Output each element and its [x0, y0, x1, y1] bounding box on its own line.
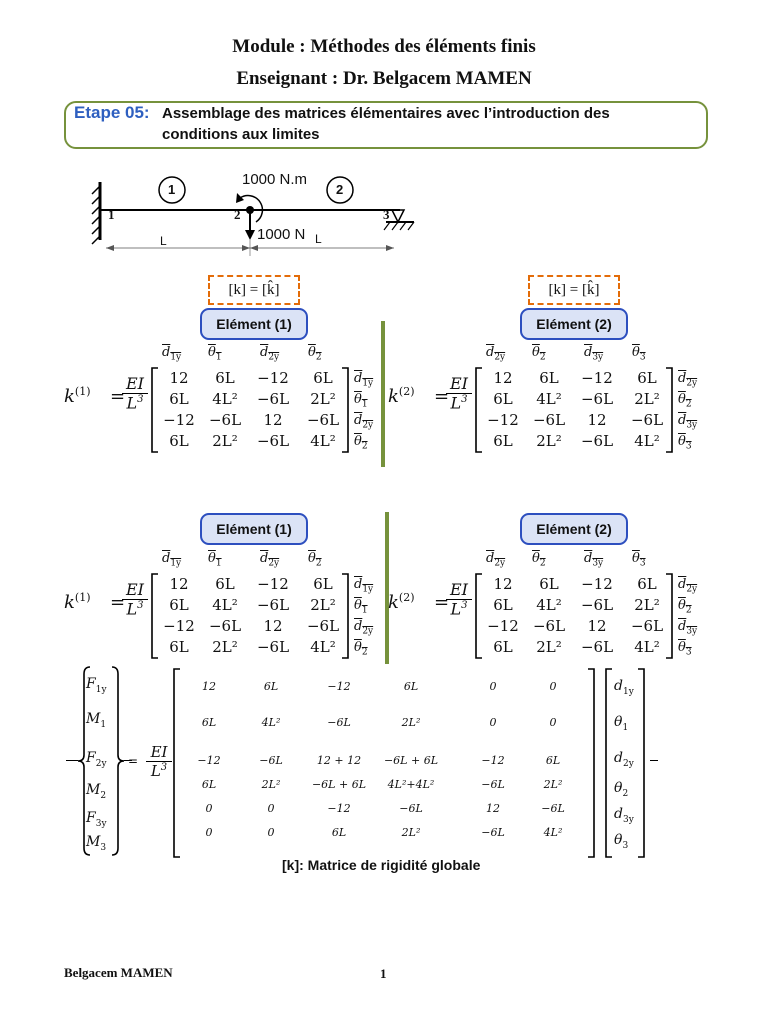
global-matrix-cell: 12 + 12 — [316, 754, 362, 767]
matrix-cell: 2L² — [310, 596, 336, 614]
matrix-cell: 2L² — [634, 390, 660, 408]
matrix-name: $k^{(1)}$ — [64, 591, 91, 613]
element-2-badge-bottom: Elément (2) — [520, 513, 628, 545]
matrix-cell: 12 — [169, 369, 189, 387]
matrix-cell: 6L — [313, 575, 333, 593]
matrix-cell: 6L — [169, 638, 189, 656]
column-dof-label: $\theta_2$ — [532, 345, 546, 363]
row-dof-label: $\theta_2$ — [354, 434, 368, 452]
global-matrix-cell: 0 — [489, 716, 497, 729]
global-matrix-cell: 0 — [205, 802, 213, 815]
matrix-cell: −6L — [580, 390, 614, 408]
matrix-cell: −6L — [630, 411, 664, 429]
matrix-cell: 2L² — [634, 596, 660, 614]
matrix-cell: 12 — [493, 575, 513, 593]
module-title: Module : Méthodes des éléments finis — [232, 36, 536, 57]
global-matrix-cell: 6L — [331, 826, 347, 839]
matrix-cell: −6L — [580, 432, 614, 450]
displacement-vector-entry: $d_{1y}$ — [614, 678, 634, 697]
matrix-cell: −6L — [306, 617, 340, 635]
row-dof-label: $\theta_2$ — [354, 640, 368, 658]
matrix-cell: −12 — [163, 617, 195, 635]
global-matrix-caption: [k]: Matrice de rigidité globale — [282, 857, 481, 873]
displacement-vector-entry: $\theta_1$ — [614, 714, 629, 733]
row-dof-label: $d_{2y}$ — [678, 577, 698, 595]
matrix-cell: 6L — [493, 390, 513, 408]
row-dof-label: $d_{1y}$ — [354, 577, 374, 595]
global-matrix-cell: 6L — [201, 716, 217, 729]
column-dof-label: $\theta_3$ — [632, 551, 646, 569]
global-matrix-cell: −6L + 6L — [311, 778, 367, 791]
step-text-line1: Assemblage des matrices élémentaires avec l’introduction des — [162, 105, 610, 122]
element-2-badge-top: Elément (2) — [520, 308, 628, 340]
row-dof-label: $\theta_2$ — [678, 598, 692, 616]
row-dof-label: $\theta_1$ — [354, 598, 368, 616]
matrix-cell: 6L — [215, 575, 235, 593]
matrix-cell: 4L² — [634, 432, 660, 450]
matrix-cell: 4L² — [310, 638, 336, 656]
global-matrix-cell: 0 — [489, 680, 497, 693]
matrix-cell: 4L² — [634, 638, 660, 656]
left-bracket — [604, 668, 614, 858]
row-dof-label: $d_{2y}$ — [354, 619, 374, 637]
matrix-cell: −12 — [581, 369, 613, 387]
teacher-title: Enseignant : Dr. Belgacem MAMEN — [236, 68, 532, 89]
displacement-vector-entry: $d_{3y}$ — [614, 806, 634, 825]
matrix-cell: −12 — [487, 617, 519, 635]
row-dof-label: $\theta_1$ — [354, 392, 368, 410]
element-1-stiffness-matrix — [64, 345, 384, 455]
matrix-cell: 2L² — [212, 432, 238, 450]
column-dof-label: $d_{2y}$ — [486, 551, 506, 569]
matrix-cell: 6L — [493, 596, 513, 614]
column-dof-label: $d_{1y}$ — [162, 551, 182, 569]
matrix-cell: 12 — [263, 411, 283, 429]
matrix-cell: 12 — [493, 369, 513, 387]
global-matrix-cell: −6L + 6L — [383, 754, 439, 767]
global-matrix-cell: 0 — [267, 802, 275, 815]
force-vector-entry: $F_{2y}$ — [86, 750, 107, 769]
matrix-cell: 2L² — [310, 390, 336, 408]
column-dof-label: $\theta_3$ — [632, 345, 646, 363]
equals-sign: = — [434, 386, 450, 407]
node-1-label: 1 — [108, 207, 115, 222]
global-matrix-cell: 6L — [545, 754, 561, 767]
global-matrix-cell: 0 — [267, 826, 275, 839]
matrix-cell: −12 — [257, 575, 289, 593]
global-matrix-cell: −6L — [481, 778, 505, 791]
displacement-vector-entry: $d_{2y}$ — [614, 750, 634, 769]
step-label: Etape 05: — [74, 103, 150, 122]
matrix-cell: 6L — [637, 369, 657, 387]
row-dof-label: $\theta_3$ — [678, 434, 692, 452]
matrix-cell: 6L — [313, 369, 333, 387]
row-dof-label: $\theta_3$ — [678, 640, 692, 658]
page-number: 1 — [380, 966, 387, 981]
global-matrix-cell: −6L — [399, 802, 423, 815]
matrix-cell: 4L² — [536, 596, 562, 614]
global-system-equation — [64, 664, 664, 860]
row-dof-label: $d_{3y}$ — [678, 413, 698, 431]
matrix-cell: 6L — [493, 638, 513, 656]
matrix-cell: 12 — [587, 411, 607, 429]
column-dof-label: $d_{2y}$ — [260, 551, 280, 569]
footer-author: Belgacem MAMEN — [64, 965, 173, 980]
column-dof-label: $d_{3y}$ — [584, 345, 604, 363]
element-1-badge-top: Elément (1) — [200, 308, 308, 340]
matrix-cell: 2L² — [536, 638, 562, 656]
ei-over-l3-fraction: EI $L^3$ — [446, 581, 472, 618]
equality-box-2: [k] = [k̂] — [528, 275, 620, 305]
column-dof-label: $\theta_2$ — [308, 551, 322, 569]
matrix-cell: 6L — [169, 596, 189, 614]
displacement-vector-entry: $\theta_3$ — [614, 832, 629, 851]
global-matrix-cell: −6L — [259, 754, 283, 767]
column-dof-label: $d_{2y}$ — [486, 345, 506, 363]
column-dof-label: $d_{3y}$ — [584, 551, 604, 569]
force-vector-entry: $F_{1y}$ — [86, 676, 107, 695]
matrix-cell: 6L — [169, 390, 189, 408]
matrix-name: $k^{(2)}$ — [388, 591, 415, 613]
global-matrix-cell: 4L²+4L² — [387, 778, 435, 791]
column-dof-label: $\theta_2$ — [308, 345, 322, 363]
element-1-badge-bottom: Elément (1) — [200, 513, 308, 545]
global-equals-sign: = — [128, 754, 139, 768]
matrix-cell: 6L — [539, 369, 559, 387]
matrix-cell: 6L — [493, 432, 513, 450]
column-dof-label: $d_{2y}$ — [260, 345, 280, 363]
force-vector-entry: $M_2$ — [86, 782, 107, 801]
global-matrix-cell: 4L² — [261, 716, 281, 729]
global-matrix-cell: −12 — [197, 754, 221, 767]
row-dof-label: $d_{3y}$ — [678, 619, 698, 637]
global-matrix-cell: −6L — [481, 826, 505, 839]
moment-label: 1000 N.m — [242, 171, 308, 188]
global-matrix-cell: −12 — [481, 754, 505, 767]
matrix-cell: −6L — [580, 596, 614, 614]
global-matrix-cell: 12 — [486, 802, 500, 815]
matrix-cell: 6L — [637, 575, 657, 593]
matrix-name: $k^{(2)}$ — [388, 385, 415, 407]
global-matrix-cell: 0 — [549, 680, 557, 693]
column-dof-label: $\theta_1$ — [208, 551, 222, 569]
matrix-cell: −6L — [208, 411, 242, 429]
element-2-stiffness-matrix-repeat — [388, 551, 708, 661]
global-matrix-cell: 2L² — [401, 826, 421, 839]
ei-over-l3-fraction: EI $L^3$ — [122, 581, 148, 618]
matrix-cell: −6L — [256, 390, 290, 408]
step-text-line2: conditions aux limites — [162, 126, 320, 143]
matrix-cell: −6L — [532, 411, 566, 429]
global-matrix-cell: 4L² — [543, 826, 563, 839]
equals-sign: = — [434, 592, 450, 613]
global-matrix-cell: −6L — [541, 802, 565, 815]
global-matrix-cell: 2L² — [543, 778, 563, 791]
force-label: 1000 N — [257, 226, 306, 243]
column-dof-label: $\theta_1$ — [208, 345, 222, 363]
matrix-cell: −6L — [580, 638, 614, 656]
matrix-name: $k^{(1)}$ — [64, 385, 91, 407]
matrix-cell: 6L — [169, 432, 189, 450]
force-vector-entry: $M_1$ — [86, 711, 107, 730]
matrix-cell: −12 — [257, 369, 289, 387]
element-1-stiffness-matrix-repeat — [64, 551, 384, 661]
global-matrix-cell: 2L² — [401, 716, 421, 729]
matrix-cell: 4L² — [212, 390, 238, 408]
matrix-cell: 12 — [587, 617, 607, 635]
global-matrix-cell: −12 — [327, 680, 351, 693]
element-2-number: 2 — [336, 182, 344, 197]
length-label-1: L — [160, 234, 167, 248]
matrix-cell: 12 — [169, 575, 189, 593]
force-vector-entry: $M_3$ — [86, 834, 107, 853]
row-dof-label: $\theta_2$ — [678, 392, 692, 410]
matrix-cell: 12 — [263, 617, 283, 635]
node-3-label: 3 — [383, 207, 390, 222]
matrix-cell: 4L² — [536, 390, 562, 408]
matrix-cell: −12 — [487, 411, 519, 429]
matrix-cell: −6L — [630, 617, 664, 635]
global-matrix-cell: 6L — [403, 680, 419, 693]
global-matrix-cell: 12 — [202, 680, 216, 693]
matrix-cell: −6L — [208, 617, 242, 635]
matrix-cell: −12 — [581, 575, 613, 593]
element-2-stiffness-matrix — [388, 345, 708, 455]
global-matrix-cell: 2L² — [261, 778, 281, 791]
right-bracket — [586, 668, 596, 858]
matrix-cell: 6L — [215, 369, 235, 387]
matrix-cell: 4L² — [310, 432, 336, 450]
row-dof-label: $d_{1y}$ — [354, 371, 374, 389]
element-1-number: 1 — [168, 182, 176, 197]
global-matrix-cell: 6L — [263, 680, 279, 693]
bracket-connector-right — [650, 760, 658, 761]
matrix-cell: −6L — [306, 411, 340, 429]
matrix-cell: −6L — [256, 432, 290, 450]
global-matrix-cell: 0 — [205, 826, 213, 839]
ei-over-l3-fraction: EI $L^3$ — [146, 744, 172, 779]
equals-sign: = — [110, 592, 126, 613]
right-brace — [110, 666, 126, 856]
matrix-cell: −6L — [256, 638, 290, 656]
displacement-vector-entry: $\theta_2$ — [614, 780, 629, 799]
length-label-2: L — [315, 232, 322, 246]
equality-box-1: [k] = [k̂] — [208, 275, 300, 305]
global-matrix-cell: −12 — [327, 802, 351, 815]
fixed-support-icon — [92, 182, 100, 244]
column-dof-label: $\theta_2$ — [532, 551, 546, 569]
matrix-cell: 6L — [539, 575, 559, 593]
matrix-cell: −12 — [163, 411, 195, 429]
equals-sign: = — [110, 386, 126, 407]
global-matrix-cell: −6L — [327, 716, 351, 729]
force-vector-entry: $F_{3y}$ — [86, 810, 107, 829]
node-2-label: 2 — [234, 207, 241, 222]
global-matrix-cell: 0 — [549, 716, 557, 729]
column-dof-label: $d_{1y}$ — [162, 345, 182, 363]
ei-over-l3-fraction: EI $L^3$ — [122, 375, 148, 412]
global-matrix-cell: 6L — [201, 778, 217, 791]
matrix-cell: 2L² — [536, 432, 562, 450]
right-bracket — [636, 668, 646, 858]
row-dof-label: $d_{2y}$ — [678, 371, 698, 389]
matrix-cell: −6L — [532, 617, 566, 635]
matrix-cell: 4L² — [212, 596, 238, 614]
brace-connector-left — [66, 760, 78, 761]
matrix-cell: −6L — [256, 596, 290, 614]
matrix-cell: 2L² — [212, 638, 238, 656]
ei-over-l3-fraction: EI $L^3$ — [446, 375, 472, 412]
row-dof-label: $d_{2y}$ — [354, 413, 374, 431]
